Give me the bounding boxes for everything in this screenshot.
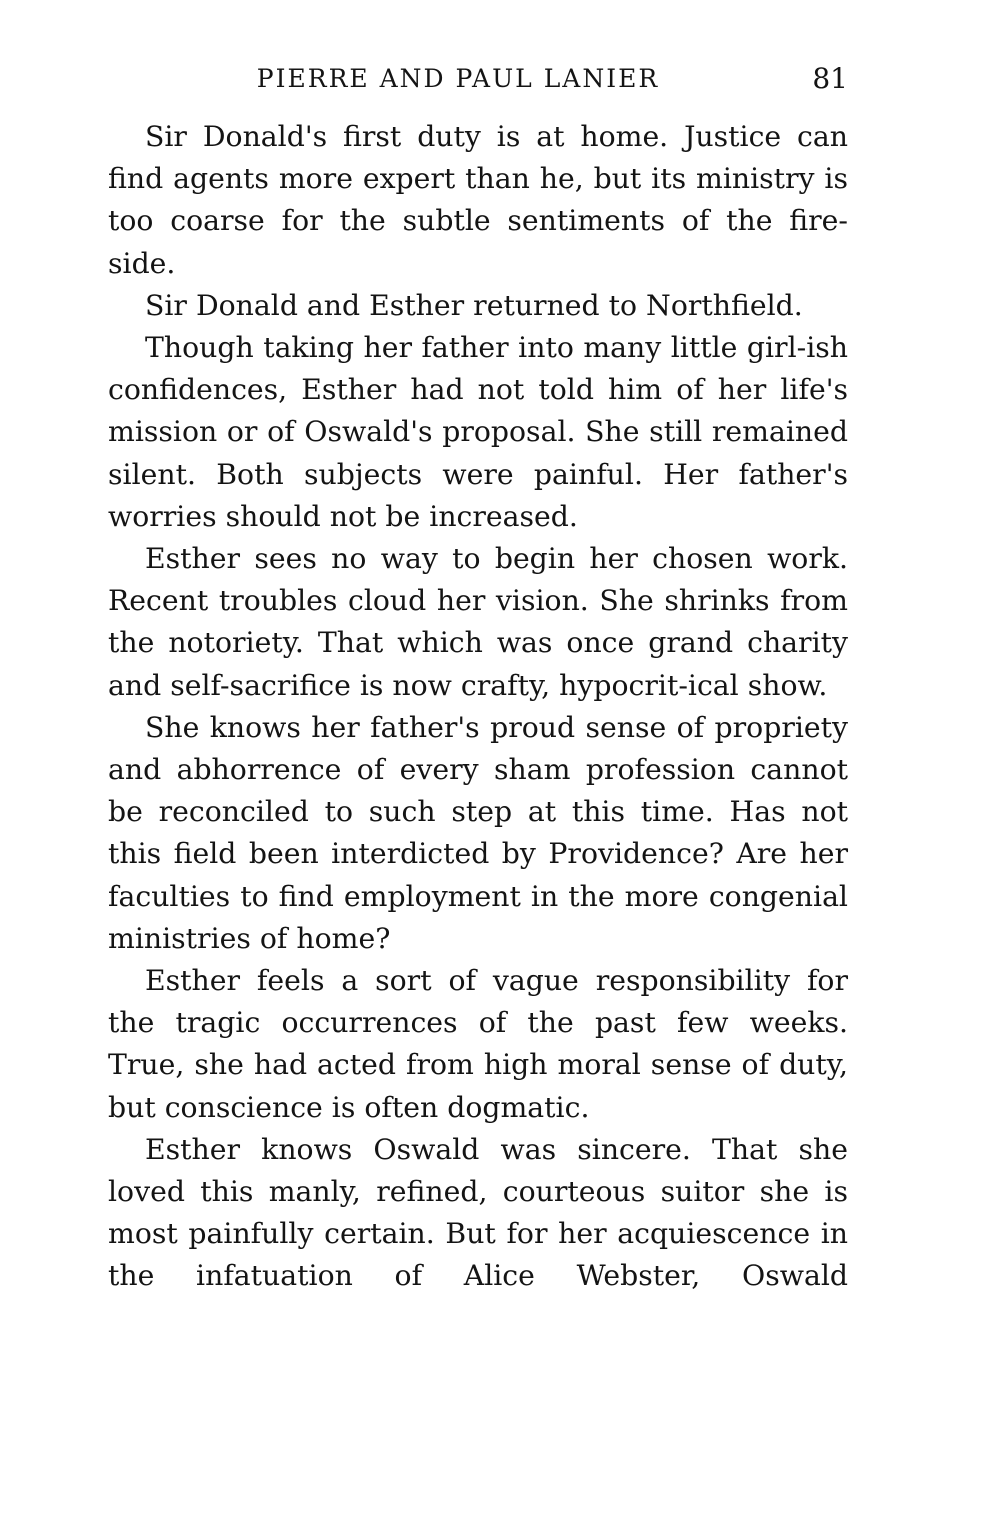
page-number: 81 bbox=[812, 62, 848, 95]
paragraph: Sir Donald and Esther returned to Northfield. bbox=[145, 288, 803, 322]
paragraph: Esther feels a sort of vague responsibility for the tragic occurrences of the past few weeks. True, she had acted from high moral sense of duty, but conscience is often dogmatic. bbox=[108, 964, 848, 1124]
body-text bbox=[108, 116, 848, 1298]
book-page bbox=[108, 62, 848, 1462]
paragraph: Though taking her father into many little girl-ish confidences, Esther had not told him of her life's mission or of Oswald's proposal. She still remained silent. Both subjects were painful. Her father's worries should not be increased. bbox=[108, 331, 848, 533]
paragraph: Sir Donald's first duty is at home. Justice can find agents more expert than he, but its ministry is too coarse for the subtle sentiments of the fire-side. bbox=[108, 120, 848, 280]
running-title: PIERRE AND PAUL LANIER bbox=[256, 64, 660, 93]
page-header bbox=[108, 62, 848, 102]
paragraph: Esther sees no way to begin her chosen work. Recent troubles cloud her vision. She shrinks from the notoriety. That which was once grand charity and self-sacrifice is now crafty, hypocrit-ical show. bbox=[108, 542, 848, 702]
paragraph: Esther knows Oswald was sincere. That she loved this manly, refined, courteous suitor she is most painfully certain. But for her acquiescence in the infatuation of Alice Webster, Oswald bbox=[108, 1132, 848, 1293]
paragraph: She knows her father's proud sense of propriety and abhorrence of every sham profession cannot be reconciled to such step at this time. Has not this field been interdicted by Providence? Are her faculties to find employment in the more congenial ministries of home? bbox=[108, 710, 848, 955]
